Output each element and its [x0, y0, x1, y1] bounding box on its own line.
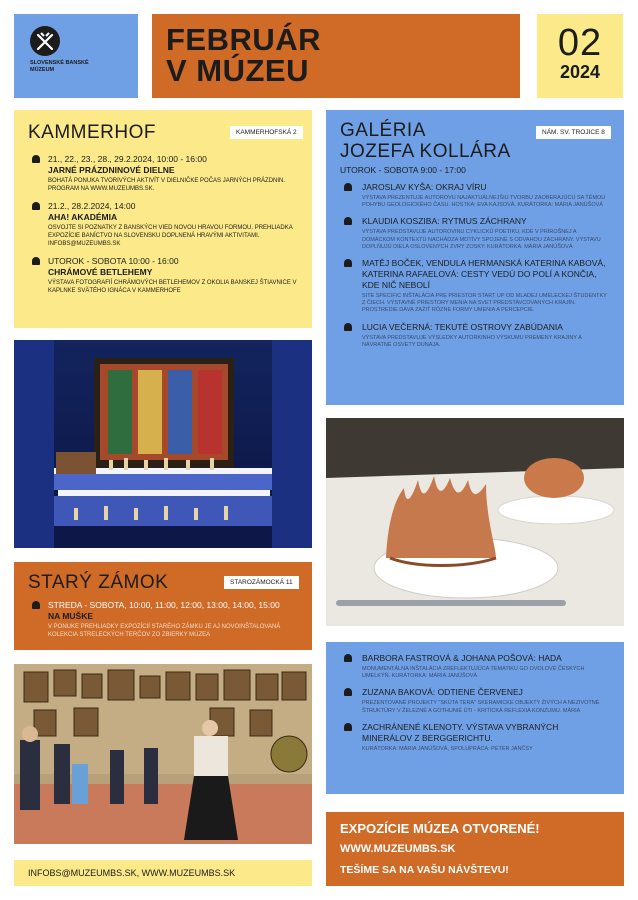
bell-icon [32, 257, 40, 265]
zamok-event [28, 600, 298, 639]
event-description: VÝSTAVA PREZENTUJE AUTOROVU NAJAKTUÁLNEJŠIU TVORBU ZAOBERAJÚCU SA TÉMOU POHYBU GEOLOGICKÉHO ČASU. HOSTKA: EVA KAJSOVÁ, KURÁTORKA: MÁRIA JANÚŠOVÁ [362, 195, 606, 209]
bell-icon [32, 601, 40, 609]
event-description: VÝSTAVA PREDSTAVUJE VÝSLEDKY AUTORKINHO VÝSKUMU PREMENY KRAJINY A NÁVRATNÉ OSVETY DUNAJA. [362, 334, 582, 348]
bell-icon [344, 688, 352, 696]
castle-targets-photo [14, 664, 312, 844]
museum-logo-text: SLOVENSKÉ BANSKÉ MÚZEUM [30, 60, 89, 73]
stary-zamok-section [14, 562, 312, 650]
galeria-address: NÁM. SV. TROJICE 8 [536, 126, 611, 139]
galeria-event [340, 722, 610, 753]
bell-icon [344, 654, 352, 662]
event-description: VÝSTAVA FOTOGRAFIÍ CHRÁMOVÝCH BETLEHEMOV Z OKOLIA BANSKEJ ŠTIAVNICE V KAPLNKE SVÄTÉHO IGNÁCA V KAMMERHOFE [48, 280, 297, 294]
event-name: CHRÁMOVÉ BETLEHEMY [48, 267, 153, 277]
nativity-scene-photo [14, 340, 312, 548]
poster-title-box [152, 14, 520, 98]
galeria-event [340, 182, 610, 209]
event-name: JARNÉ PRÁZDNINOVÉ DIELNE [48, 165, 175, 175]
date-month-number: 02 [557, 22, 603, 64]
museum-logo-icon [30, 26, 60, 56]
kammerhof-event [28, 201, 298, 248]
bell-icon [344, 723, 352, 731]
galeria-section [326, 110, 624, 405]
event-description: VÝSTAVA PREDSTAVUJE AUTOROVINU CYKLICKÚ POETIKU, KDE V PRÍROŠNEJ A DOMÁCKOM KONTEXTU NACHÁDZA MOTÍVY SPOJENÉ S ODVAHOU ZÁCHRANY. VÝSTAVU DOPLŇUJÚ DIELA OSLOVENÝCH ZVRY ZOSKY. KURÁTORKA: MÁRIA JANÚŠOVÁ [362, 229, 601, 250]
galeria-hours: UTOROK - SOBOTA 9:00 - 17:00 [340, 165, 466, 175]
zamok-title: STARÝ ZÁMOK [28, 572, 169, 593]
event-description: V PONUKE PREHLIADKY EXPOZÍCIÍ STARÉHO ZÁMKU JE AJ NOVOINŠTALOVANÁ KOLEKCIA STRELECKÝCH TERČOV ZO ZBIERKY MÚZEA [48, 624, 281, 638]
footer-invite: TEŠÍME SA NA VAŠU NÁVŠTEVU! [340, 864, 509, 876]
bell-icon [344, 323, 352, 331]
date-box [537, 14, 623, 98]
event-name: AHA! AKADÉMIA [48, 212, 118, 222]
logo-box [14, 14, 138, 98]
bell-icon [32, 155, 40, 163]
event-description: MONUMENTÁLNA INŠTALÁCIA ZREFLEKTUJÚCA TEMATIKU GO OVOLOVÉ ČESKÝCH UMELKÝŇ. KURÁTORKA: MÁRIA JANÚŠOVÁ [362, 666, 585, 680]
bell-icon [32, 202, 40, 210]
footer-open-heading: EXPOZÍCIE MÚZEA OTVORENÉ! [340, 821, 540, 836]
kammerhof-event [28, 256, 298, 295]
bell-icon [344, 217, 352, 225]
kammerhof-title: KAMMERHOF [28, 122, 156, 143]
galeria-event [340, 216, 610, 251]
event-date: STREDA - SOBOTA, 10:00, 11:00, 12:00, 13:00, 14:00, 15:00 [48, 600, 280, 610]
ceramic-sculpture-photo [326, 418, 624, 626]
event-description: BOHATÁ PONUKA TVORIVÝCH AKTIVÍT V DIELNIČKE POČAS JARNÝCH PRÁZDNIN. PROGRAM NA WWW.MUZEUMBS.SK. [48, 178, 286, 192]
event-description: KURÁTORKA: MÁRIA JANÚŠOVÁ, SPOLUPRÁCA: PETER JANČSY [362, 745, 533, 752]
galeria-continued-section [326, 642, 624, 794]
kammerhof-address: KAMMERHOFSKÁ 2 [230, 126, 303, 139]
date-year: 2024 [559, 62, 601, 82]
event-description: OSVOJTE SI POZNATKY Z BANSKÝCH VIED NOVOU HRAVOU FORMOU. PREHLIADKA EXPOZÍCIE BANÍCTVO NA SLOVENSKU DOPLNENÁ HRAVÝMI AKTIVITAMI. INFOBS@MUZEUMBS.SK [48, 225, 293, 247]
event-name: KLAUDIA KOSZIBA: RYTMUS ZÁCHRANY [362, 216, 527, 227]
zamok-address: STAROZÁMOCKÁ 11 [224, 576, 299, 589]
event-date: 21.2., 28.2.2024, 14:00 [48, 201, 136, 211]
galeria-event [340, 322, 610, 349]
galeria-event [340, 653, 610, 680]
event-name: LUCIA VEČERNÁ: TEKUTÉ OSTROVY ZABÚDANIA [362, 321, 563, 332]
event-name: BARBORA FASTROVÁ & JOHANA POŠOVÁ: HADA [362, 653, 562, 663]
event-name: NA MUŠKE [48, 611, 94, 621]
event-name: MATĚJ BOČEK, VENDULA HERMANSKÁ KATERINA KABOVÁ, KATERINA RAFAELOVÁ: CESTY VEDÚ DO POLÍ A KONČIA, KDE NIČ NEBOLÍ [362, 258, 606, 291]
footer-web-link[interactable]: WWW.MUZEUMBS.SK [340, 843, 456, 855]
galeria-title-line1: GALÉRIA [340, 120, 426, 141]
event-description: PREZENTOVANÉ PROJEKTY "SKÚTA TERA" SKERAMICKÉ OBJEKTY ŽIVÝCH A NEZIVOTNÉ ŠTRUKTÚRY V ŽELEZNÉ A GOTHUNIÉ ÚTI - KRITICKÁ REFLEXIA KONZUMU. MÁRIA [362, 700, 600, 714]
event-name: JAROSLAV KYŠA: OKRAJ VÍRU [362, 182, 487, 192]
bell-icon [344, 183, 352, 191]
galeria-event [340, 258, 610, 315]
galeria-title-line2: JOZEFA KOLLÁRA [340, 141, 511, 162]
event-description: SITE SPECIFIC INŠTALÁCIA PRE PRIESTOR START UP OD MLADEJ UMELECKEJ ŠTUDENTKY Z ČIECH. VÝSTAVNÉ PRIESTORY MENIA NA SVET PREDSTAVCOVANÝCH KRAJÍN. PROSTREDIE DÁVA ZAŽIŤ RÔZNE FORMY UMENIA A PERCEPCIE. [362, 293, 607, 314]
event-name: ZACHRÁNENÉ KLENOTY. VÝSTAVA VYBRANÝCH MINERÁLOV Z BERGGERICHTU. [362, 721, 559, 743]
event-date: UTOROK - SOBOTA 10:00 - 16:00 [48, 256, 179, 266]
footer-contact-box [14, 860, 312, 886]
footer-contact-link[interactable]: INFOBS@MUZEUMBS.SK, WWW.MUZEUMBS.SK [28, 868, 236, 878]
bell-icon [344, 259, 352, 267]
kammerhof-section [14, 110, 312, 328]
kammerhof-event [28, 154, 298, 193]
galeria-event [340, 687, 610, 714]
event-name: ZUZANA BAKOVÁ: ODTIENE ČERVENEJ [362, 687, 523, 698]
footer-open-box [326, 812, 624, 886]
event-date: 21., 22., 23., 28., 29.2.2024, 10:00 - 16:00 [48, 154, 207, 164]
poster-title-line2: V MÚZEU [166, 53, 309, 88]
poster-title-line1: FEBRUÁR [166, 22, 322, 57]
